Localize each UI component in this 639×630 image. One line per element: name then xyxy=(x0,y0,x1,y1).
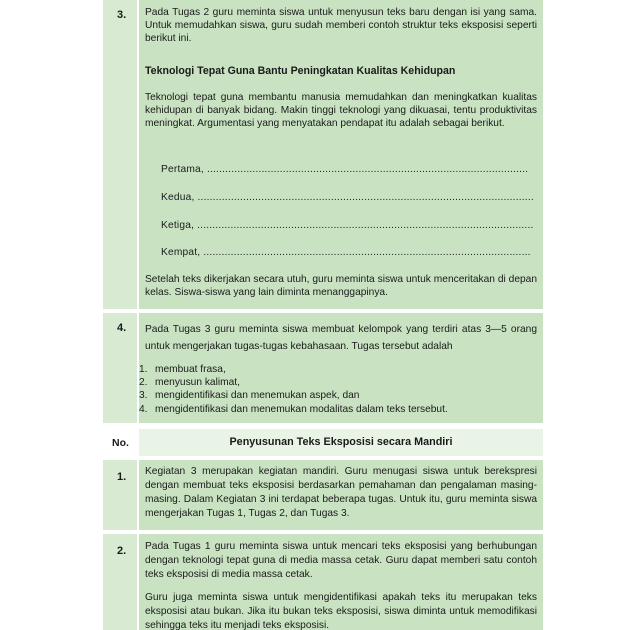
point-kempat: Kempat, ............................................................................................................ xyxy=(161,247,531,258)
item-2-number-cell xyxy=(103,534,137,630)
item-4-content xyxy=(139,313,543,423)
item-2-number: 2. xyxy=(117,545,127,557)
item-4-row xyxy=(103,313,543,423)
item-3-number-cell xyxy=(103,0,137,309)
item-3-row xyxy=(103,0,543,309)
item-4-number-cell xyxy=(103,313,137,423)
item-3-closing: Setelah teks dikerjakan secara utuh, guru meminta siswa untuk menceritakan di depan kelas. Siswa-siswa yang lain diminta menanggapinya. xyxy=(145,274,537,299)
point-kedua: Kedua, ............................................................................................................... xyxy=(161,192,534,203)
exposition-paragraph: Teknologi tepat guna membantu manusia memudahkan dan meningkatkan kualitas kehidupan di banyak bidang. Makin tinggi teknologi yang dikuasai, tentu produktivitas meningkat. Argumentasi yang menyatakan pendapat itu adalah sebagai berikut. xyxy=(145,92,537,130)
task-item: 1. membuat frasa, xyxy=(139,364,226,375)
item-1-number-cell xyxy=(103,460,137,530)
header-no-cell xyxy=(103,429,137,456)
task-item: 2. menyusun kalimat, xyxy=(139,377,240,389)
task-item: 3. mengidentifikasi dan menemukan aspek, dan xyxy=(139,390,360,402)
task-list xyxy=(139,363,537,416)
item-1-row xyxy=(103,460,543,530)
item-3-intro: Pada Tugas 2 guru meminta siswa untuk menyusun teks baru dengan isi yang sama. Untuk memudahkan siswa, guru sudah memberi contoh struktur teks eksposisi seperti berikut ini. xyxy=(145,7,537,45)
item-1-content xyxy=(139,460,543,530)
item-1-number: 1. xyxy=(117,471,127,483)
header-title: Penyusunan Teks Eksposisi secara Mandiri xyxy=(139,429,543,456)
point-ketiga: Ketiga, ............................................................................................................... xyxy=(161,220,534,231)
item-2-row xyxy=(103,534,543,630)
point-pertama: Pertama, .......................................................................................................... xyxy=(161,164,529,175)
item-3-number: 3. xyxy=(117,9,127,21)
item-2-text-1: Pada Tugas 1 guru meminta siswa untuk mencari teks eksposisi yang berhubungan dengan teknologi tepat guna di media massa cetak. Guru dapat memberi satu contoh teks eksposisi di media massa cetak. xyxy=(145,541,537,580)
item-4-number: 4. xyxy=(117,322,127,334)
header-no: No. xyxy=(112,437,129,449)
item-4-intro: Pada Tugas 3 guru meminta siswa membuat kelompok yang terdiri atas 3—5 orang untuk mengerjakan tugas-tugas kebahasaan. Tugas tersebut adalah xyxy=(145,324,537,352)
task-item: 4. mengidentifikasi dan menemukan modalitas dalam teks tersebut. xyxy=(139,403,448,415)
item-2-text-2: Guru juga meminta siswa untuk mengidentifikasi apakah teks itu merupakan teks eksposisi atau bukan. Jika itu bukan teks eksposisi, siswa diminta untuk memodifikasi sehingga teks itu menjadi teks eksposisi. xyxy=(145,592,537,630)
item-2-content xyxy=(139,534,543,630)
item-1-text: Kegiatan 3 merupakan kegiatan mandiri. Guru menugasi siswa untuk berekspresi dengan membuat teks eksposisi berdasarkan pemahaman dan pengalaman masing-masing. Dalam Kegiatan 3 ini terdapat beberapa tugas. Untuk itu, guru meminta siswa mengerjakan Tugas 1, Tugas 2, dan Tugas 3. xyxy=(145,466,537,519)
item-3-content xyxy=(139,0,543,309)
table-header-row xyxy=(103,429,543,456)
exposition-title: Teknologi Tepat Guna Bantu Peningkatan Kualitas Kehidupan xyxy=(145,65,456,77)
